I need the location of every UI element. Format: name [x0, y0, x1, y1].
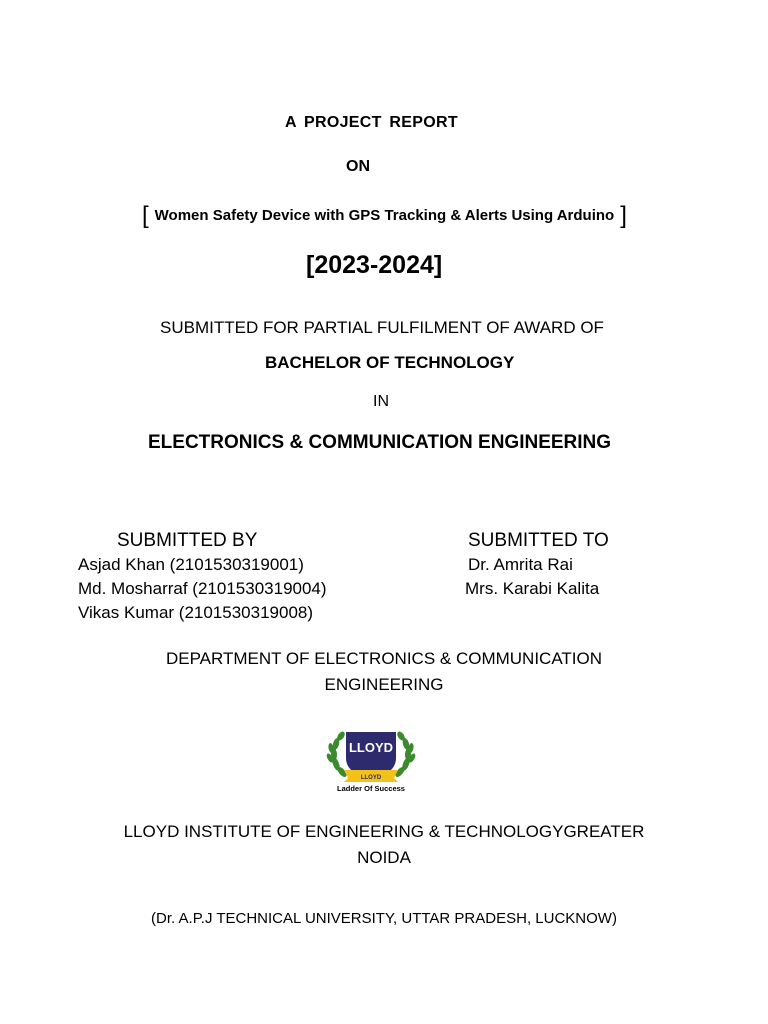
in-text: IN	[373, 393, 389, 410]
project-title-row	[142, 202, 627, 230]
logo-tagline: Ladder Of Success	[337, 784, 405, 793]
department-name	[0, 646, 768, 698]
student-name: Md. Mosharraf (2101530319004)	[78, 579, 327, 598]
guide-name: Mrs. Karabi Kalita	[465, 579, 600, 598]
university-name: (Dr. A.P.J TECHNICAL UNIVERSITY, UTTAR PRADESH, LUCKNOW)	[151, 910, 617, 927]
project-title: Women Safety Device with GPS Tracking & Alerts Using Arduino	[154, 207, 615, 224]
department-line-1: DEPARTMENT OF ELECTRONICS & COMMUNICATION	[165, 649, 603, 668]
institute-line-2: NOIDA	[357, 848, 411, 867]
laurel-logo-icon	[326, 724, 416, 794]
department-line-2: ENGINEERING	[324, 675, 444, 694]
logo-name: LLOYD	[348, 740, 394, 755]
academic-year: [2023-2024]	[306, 251, 443, 279]
title-bracket-close: ]	[620, 202, 627, 229]
logo-ribbon-text: LLOYD	[360, 775, 382, 781]
branch-name: ELECTRONICS & COMMUNICATION ENGINEERING	[148, 432, 612, 453]
degree-name: BACHELOR OF TECHNOLOGY	[265, 353, 515, 372]
title-bracket-open: [	[142, 202, 149, 229]
student-name: Vikas Kumar (2101530319008)	[78, 603, 314, 622]
submitted-by-heading: SUBMITTED BY	[117, 530, 258, 551]
submitted-for-text: SUBMITTED FOR PARTIAL FULFILMENT OF AWARD OF	[160, 318, 604, 337]
guide-name: Dr. Amrita Rai	[468, 555, 573, 574]
college-logo	[326, 724, 416, 794]
report-on: ON	[346, 158, 370, 175]
institute-name	[0, 819, 768, 871]
submitted-to-heading: SUBMITTED TO	[468, 530, 609, 551]
institute-line-1: LLOYD INSTITUTE OF ENGINEERING & TECHNOLOGYGREATER	[123, 822, 645, 841]
student-name: Asjad Khan (2101530319001)	[78, 555, 304, 574]
report-heading: A PROJECT REPORT	[285, 114, 458, 131]
